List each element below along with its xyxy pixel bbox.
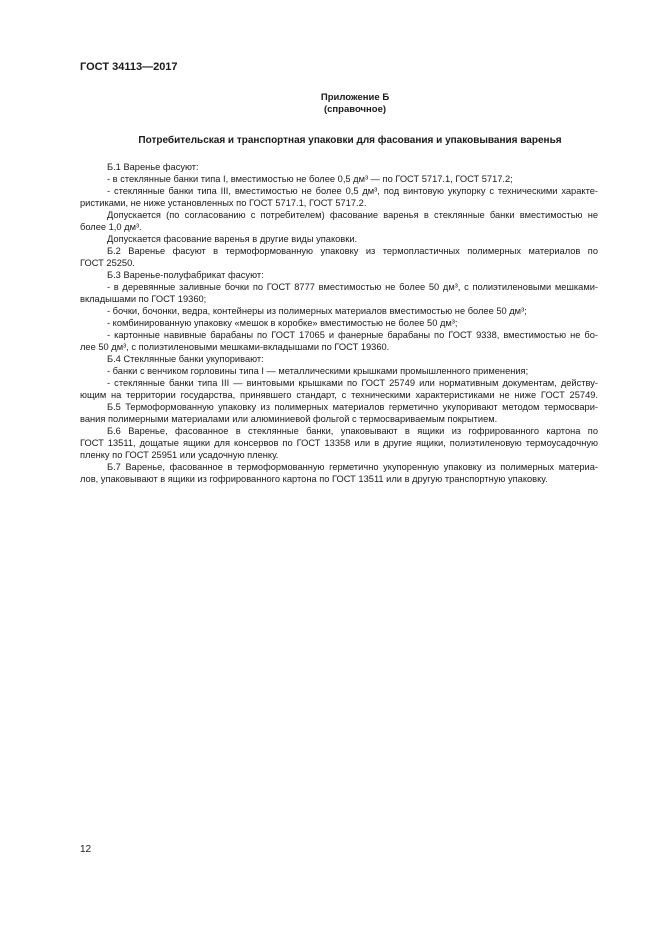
- text-line: ГОСТ 13511, дощатые ящики для консервов по ГОСТ 13358 или в другие ящики, полиэтиленовую термоусадочную: [80, 438, 598, 448]
- text-line: Б.5 Термоформованную упаковку из полимерных материалов герметично укупоривают методом термосвари-: [107, 402, 598, 412]
- text-line: более 1,0 дм³.: [80, 222, 142, 232]
- text-line: Б.6 Варенье, фасованное в стеклянные банки, упаковывают в ящики из гофрированного картона по: [107, 426, 598, 436]
- text-line: Допускается (по согласованию с потребителем) фасование варенья в стеклянные банки вместимостью не: [107, 210, 598, 220]
- page-number: 12: [80, 844, 92, 855]
- text-line: Б.3 Варенье-полуфабрикат фасуют:: [107, 270, 264, 280]
- appendix-title: Приложение Б: [320, 92, 390, 103]
- text-line: - в стеклянные банки типа I, вместимостью не более 0,5 дм³ — по ГОСТ 5717.1, ГОСТ 5717.2;: [107, 174, 513, 184]
- text-line: - картонные навивные барабаны по ГОСТ 17065 и фанерные барабаны по ГОСТ 9338, вместимостью не бо-: [107, 330, 598, 340]
- section-heading: Потребительская и транспортная упаковки для фасования и упаковывания варенья: [138, 135, 562, 146]
- text-line: Допускается фасование варенья в другие виды упаковки.: [107, 234, 358, 244]
- text-line: - стеклянные банки типа III, вместимостью не более 0,5 дм³, под винтовую укупорку с техническими характе-: [107, 186, 598, 196]
- text-line: ристиками, не ниже установленных по ГОСТ 5717.1, ГОСТ 5717.2.: [80, 198, 367, 208]
- text-line: вкладышами по ГОСТ 19360;: [80, 294, 207, 304]
- text-line: - бочки, бочонки, ведра, контейнеры из полимерных материалов вместимостью не более 50 дм³;: [107, 306, 527, 316]
- text-line: Б.1 Варенье фасуют:: [107, 162, 199, 172]
- text-line: лее 50 дм³, с полиэтиленовыми мешками-вкладышами по ГОСТ 19360.: [80, 342, 390, 352]
- text-line: - комбинированную упаковку «мешок в коробке» вместимостью не более 50 дм³;: [107, 318, 458, 328]
- text-line: пленку по ГОСТ 25951 или усадочную пленку.: [80, 450, 279, 460]
- text-line: вания полимерными материалами или алюминиевой фольгой с термосвариваемым покрытием.: [80, 414, 498, 424]
- text-line: - стеклянные банки типа III — винтовыми крышками по ГОСТ 25749 или нормативным документам, действу-: [107, 378, 598, 388]
- appendix-subtitle: (справочное): [323, 104, 387, 115]
- document-number-header: ГОСТ 34113—2017: [80, 61, 178, 73]
- text-line: - банки с венчиком горловины типа I — металлическими крышками промышленного применения;: [107, 366, 529, 376]
- text-line: - в деревянные заливные бочки по ГОСТ 8777 вместимостью не более 50 дм³, с полиэтиленовыми мешками-: [107, 282, 598, 292]
- text-line: ГОСТ 25250.: [80, 258, 135, 268]
- text-line: Б.7 Варенье, фасованное в термоформованную герметично укупоренную упаковку из полимерных материа-: [107, 462, 598, 472]
- text-line: ющим на территории государства, принявшего стандарт, с техническими характеристиками не ниже ГОСТ 25749.: [80, 390, 598, 400]
- text-line: лов, упаковывают в ящики из гофрированного картона по ГОСТ 13511 или в другую транспортную упаковку.: [80, 474, 548, 484]
- text-line: Б.4 Стеклянные банки укупоривают:: [107, 354, 264, 364]
- text-line: Б.2 Варенье фасуют в термоформованную упаковку из термопластичных полимерных материалов по: [107, 246, 598, 256]
- document-body: [80, 161, 598, 485]
